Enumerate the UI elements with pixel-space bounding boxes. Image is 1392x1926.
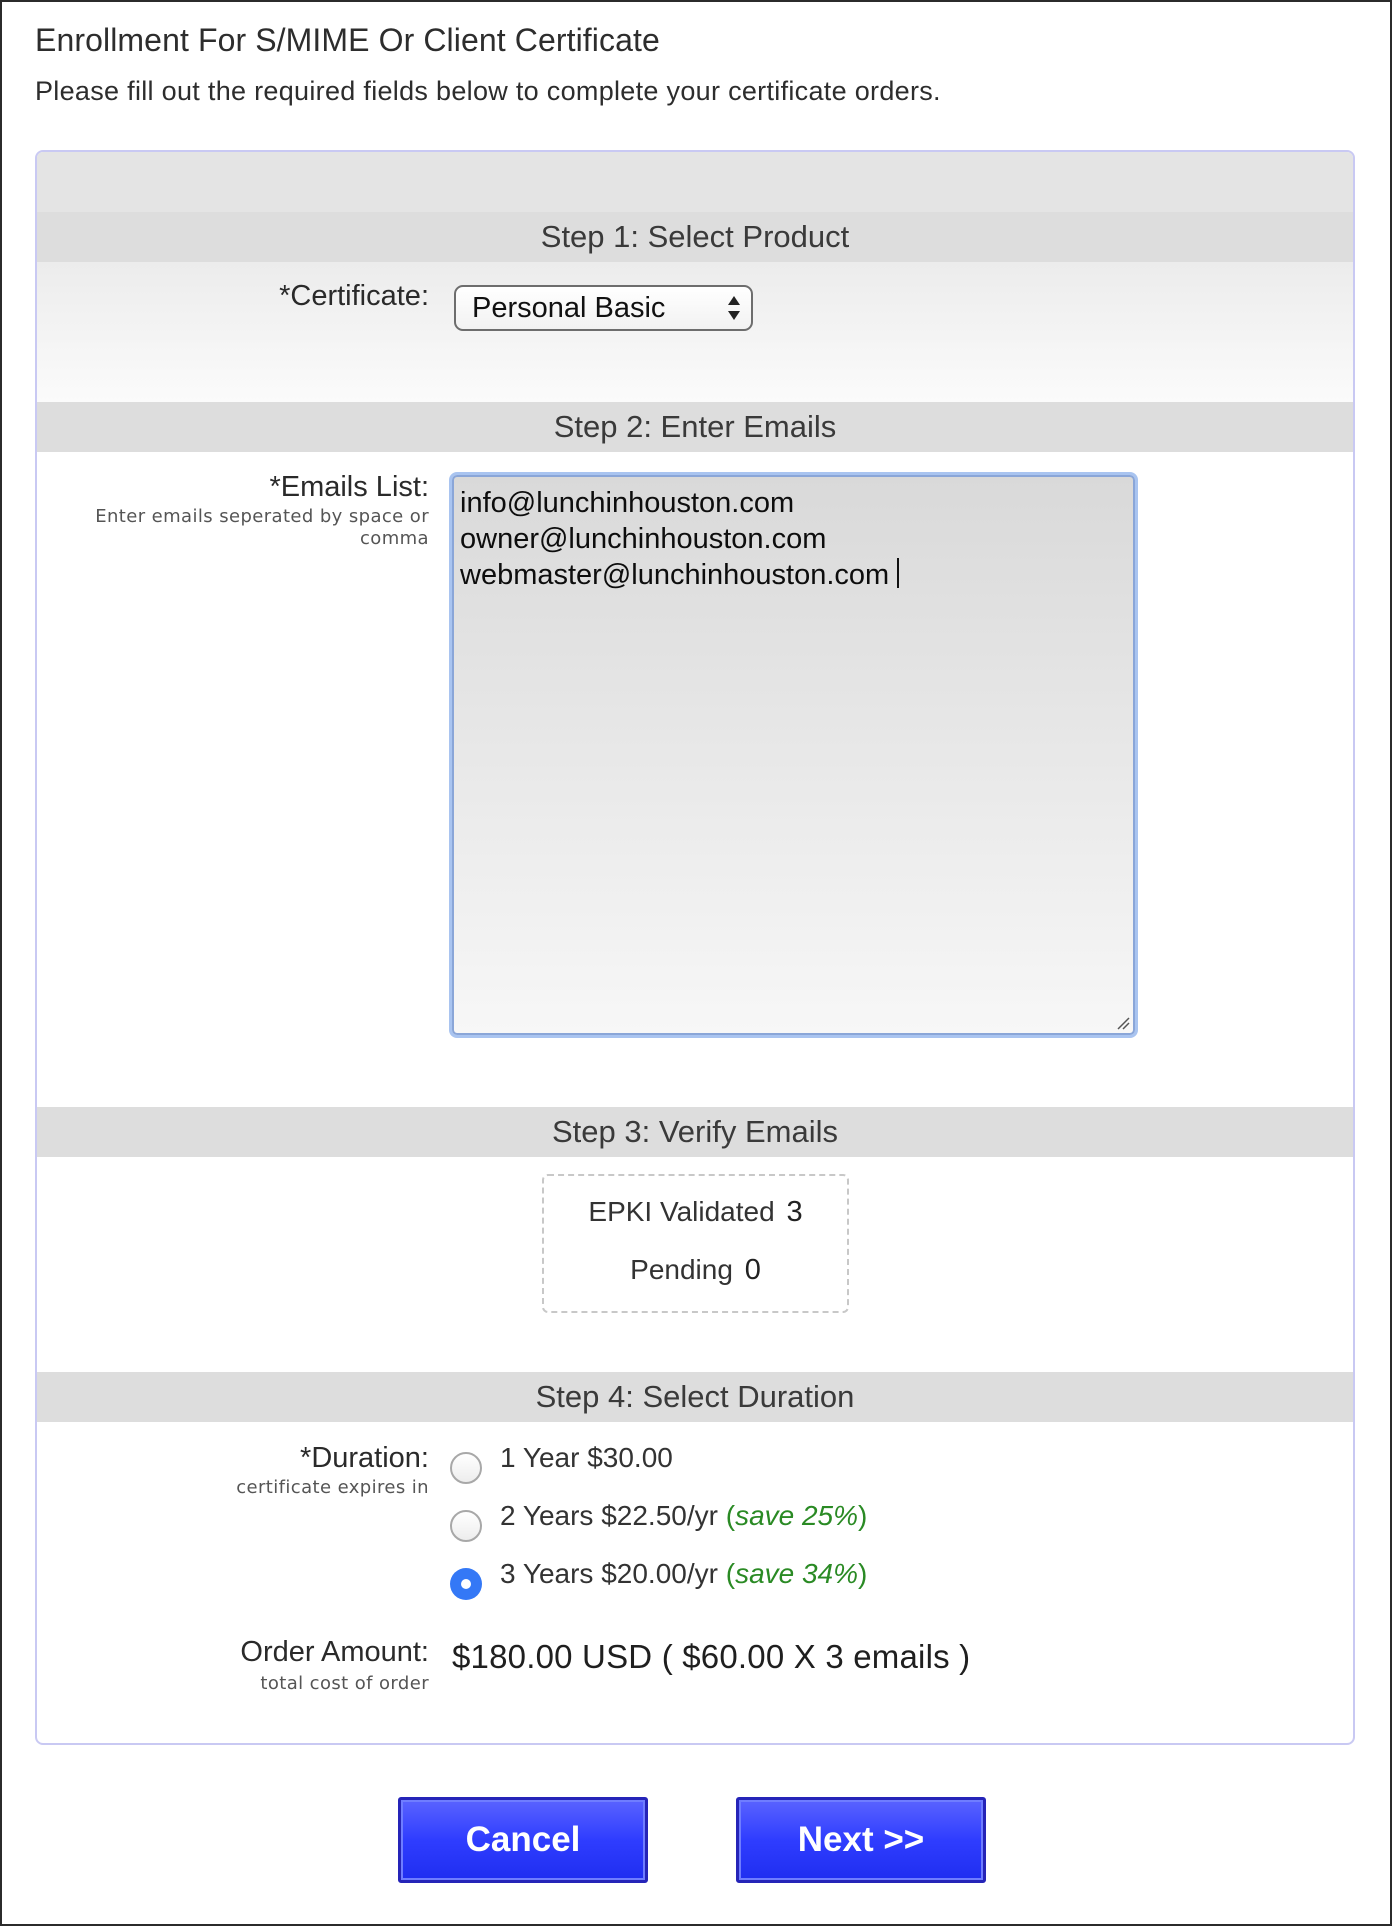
cancel-button[interactable]: Cancel — [398, 1797, 648, 1883]
duration-option-3-years[interactable]: 3 Years $20.00/yr (save 34%) — [500, 1558, 868, 1589]
step1-section — [37, 262, 1353, 402]
email-entry: webmaster@lunchinhouston.com — [460, 559, 890, 591]
select-arrows-icon — [727, 293, 741, 323]
duration-option-2-years[interactable]: 2 Years $22.50/yr (save 25%) — [500, 1500, 868, 1531]
validated-row — [544, 1196, 847, 1229]
text-caret — [897, 558, 899, 588]
emails-textarea[interactable] — [452, 475, 1135, 1035]
next-button[interactable]: Next >> — [736, 1797, 986, 1883]
duration-radio-1-year[interactable] — [450, 1452, 482, 1484]
order-amount-value: $180.00 USD ( $60.00 X 3 emails ) — [452, 1638, 971, 1675]
step3-header: Step 3: Verify Emails — [37, 1107, 1353, 1157]
verify-summary-box — [542, 1174, 849, 1313]
resize-grip-icon[interactable] — [1116, 1016, 1130, 1030]
pending-label: Pending — [630, 1254, 733, 1285]
duration-radio-2-years[interactable] — [450, 1510, 482, 1542]
duration-option-1-year[interactable] — [500, 1442, 673, 1474]
enrollment-form-panel — [35, 150, 1355, 1745]
duration-option-label: 1 Year $30.00 — [500, 1442, 673, 1473]
panel-top-bar — [37, 152, 1353, 212]
order-amount-label: Order Amount: — [240, 1636, 429, 1668]
step1-header: Step 1: Select Product — [37, 212, 1353, 262]
validated-count: 3 — [786, 1196, 803, 1228]
duration-radio-3-years[interactable] — [450, 1568, 482, 1600]
pending-count: 0 — [744, 1254, 761, 1286]
certificate-label: *Certificate: — [279, 280, 429, 312]
pending-row — [544, 1254, 847, 1287]
emails-list-label: *Emails List: — [269, 471, 429, 503]
step4-header: Step 4: Select Duration — [37, 1372, 1353, 1422]
validated-label: EPKI Validated — [588, 1196, 775, 1227]
duration-hint: certificate expires in — [236, 1477, 429, 1498]
emails-hint-line-2: comma — [359, 528, 429, 549]
certificate-select[interactable] — [454, 285, 753, 331]
email-entry: info@lunchinhouston.com — [460, 487, 795, 519]
order-amount-hint: total cost of order — [260, 1673, 429, 1694]
page-title: Enrollment For S/MIME Or Client Certificate — [35, 22, 660, 58]
emails-hint-line-1: Enter emails seperated by space or — [95, 506, 429, 527]
duration-label: *Duration: — [300, 1442, 429, 1474]
savings-text: save 25% — [735, 1500, 859, 1531]
certificate-select-value: Personal Basic — [472, 292, 666, 324]
duration-option-label: 3 Years $20.00/yr — [500, 1558, 718, 1589]
page-subtitle: Please fill out the required fields below to complete your certificate orders. — [35, 76, 941, 106]
savings-text: save 34% — [735, 1558, 859, 1589]
step2-header: Step 2: Enter Emails — [37, 402, 1353, 452]
email-entry: owner@lunchinhouston.com — [460, 523, 827, 555]
duration-option-label: 2 Years $22.50/yr — [500, 1500, 718, 1531]
